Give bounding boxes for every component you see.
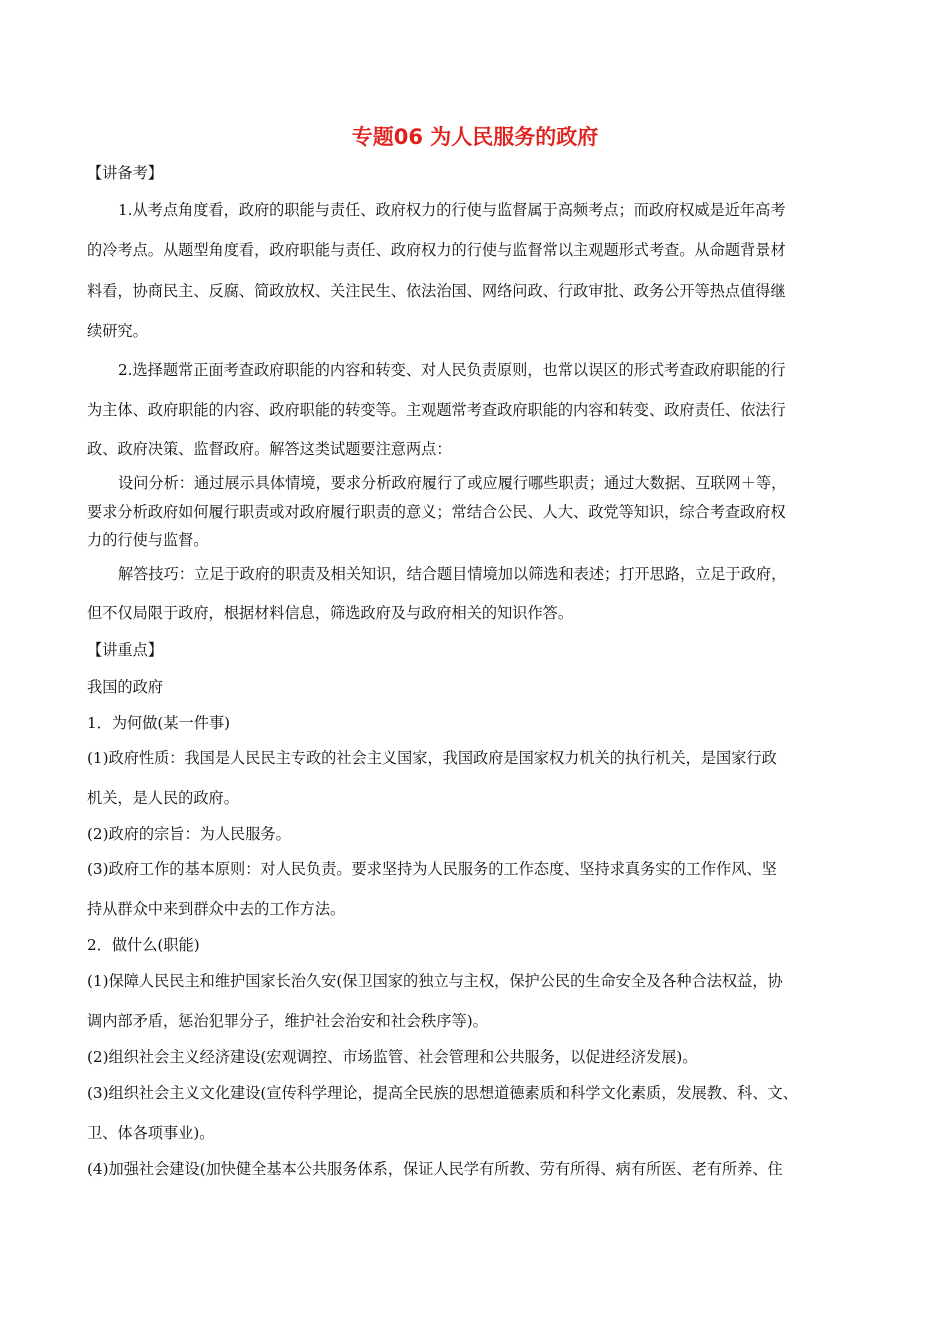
topic-heading: 我国的政府 — [87, 678, 163, 696]
paragraph-line: 要求分析政府如何履行职责或对政府履行职责的意义；常结合公民、人大、政党等知识，综合考查政府权 — [87, 503, 786, 521]
paragraph-line: 设问分析：通过展示具体情境，要求分析政府履行了或应履行哪些职责；通过大数据、互联网＋等， — [118, 474, 787, 492]
paragraph-line: 1.从考点角度看，政府的职能与责任、政府权力的行使与监督属于高频考点；而政府权威是近年高考 — [118, 201, 786, 219]
question-heading: 2．做什么(职能) — [87, 936, 200, 954]
paragraph-line: 政、政府决策、监督政府。解答这类试题要注意两点： — [87, 440, 452, 458]
paragraph-line: 续研究。 — [87, 322, 148, 340]
list-item: (3)组织社会主义文化建设(宣传科学理论，提高全民族的思想道德素质和科学文化素质，发展教、科、文、 — [87, 1084, 798, 1102]
list-item: (3)政府工作的基本原则：对人民负责。要求坚持为人民服务的工作态度、坚持求真务实的工作作风、坚 — [87, 860, 777, 878]
question-heading: 1．为何做(某一件事) — [87, 714, 231, 732]
paragraph-line: 但不仅局限于政府，根据材料信息，筛选政府及与政府相关的知识作答。 — [87, 604, 573, 622]
list-item: 机关，是人民的政府。 — [87, 789, 239, 807]
paragraph-line: 解答技巧：立足于政府的职责及相关知识，结合题目情境加以筛选和表述；打开思路，立足于政府， — [118, 565, 787, 583]
list-item: (1)政府性质：我国是人民民主专政的社会主义国家，我国政府是国家权力机关的执行机关，是国家行政 — [87, 749, 777, 767]
list-item: 卫、体各项事业)。 — [87, 1124, 215, 1142]
paragraph-line: 为主体、政府职能的内容、政府职能的转变等。主观题常考查政府职能的内容和转变、政府责任、依法行 — [87, 401, 786, 419]
page-title: 专题06 为人民服务的政府 — [351, 125, 599, 149]
list-item: (4)加强社会建设(加快健全基本公共服务体系，保证人民学有所教、劳有所得、病有所医、老有所养、住 — [87, 1160, 783, 1178]
paragraph-line: 2.选择题常正面考查政府职能的内容和转变、对人民负责原则，也常以误区的形式考查政府职能的行 — [118, 361, 786, 379]
list-item: (2)政府的宗旨：为人民服务。 — [87, 825, 291, 843]
list-item: (2)组织社会主义经济建设(宏观调控、市场监管、社会管理和公共服务，以促进经济发展)。 — [87, 1048, 698, 1066]
list-item: 调内部矛盾，惩治犯罪分子，维护社会治安和社会秩序等)。 — [87, 1012, 488, 1030]
list-item: (1)保障人民民主和维护国家长治久安(保卫国家的独立与主权，保护公民的生命安全及各种合法权益，协 — [87, 972, 783, 990]
paragraph-line: 料看，协商民主、反腐、简政放权、关注民生、依法治国、网络问政、行政审批、政务公开等热点值得继 — [87, 282, 786, 300]
paragraph-line: 力的行使与监督。 — [87, 531, 209, 549]
list-item: 持从群众中来到群众中去的工作方法。 — [87, 900, 346, 918]
paragraph-line: 的冷考点。从题型角度看，政府职能与责任、政府权力的行使与监督常以主观题形式考查。从命题背景材 — [87, 241, 786, 259]
section-heading-key: 【讲重点】 — [87, 641, 163, 659]
section-heading-exam: 【讲备考】 — [87, 164, 163, 182]
